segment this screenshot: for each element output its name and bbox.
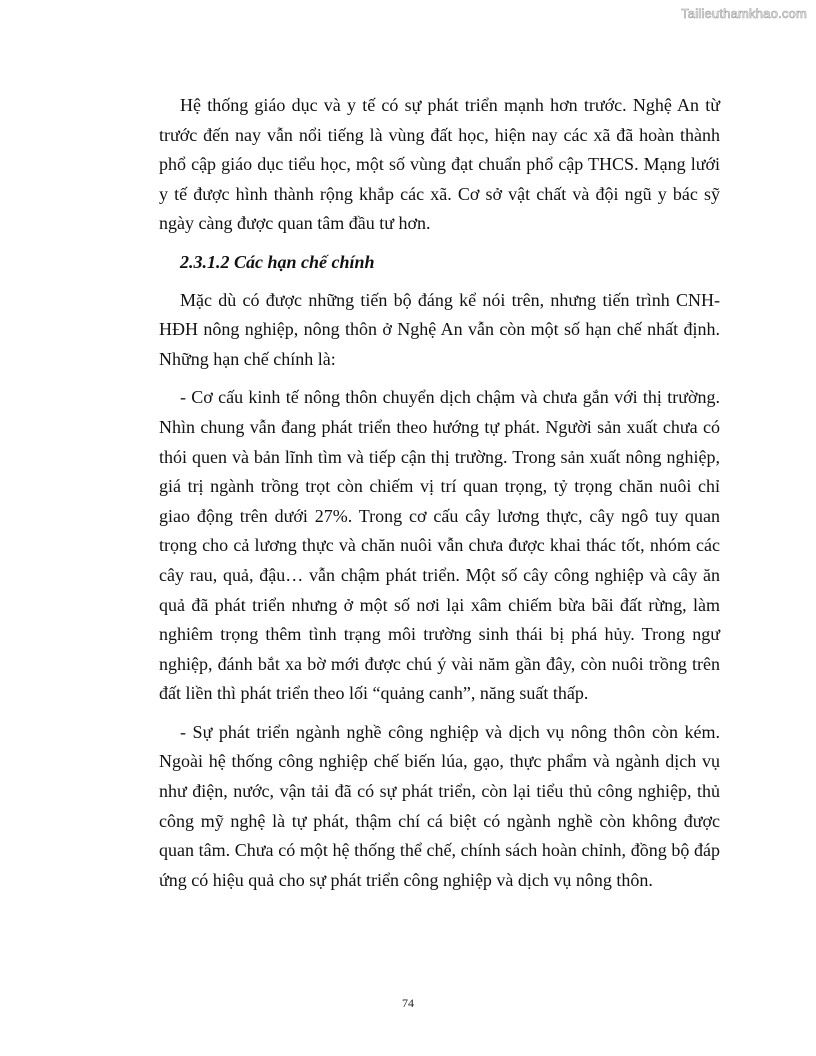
section-heading: 2.3.1.2 Các hạn chế chính [180, 251, 375, 272]
paragraph-education-health: Hệ thống giáo dục và y tế có sự phát triển mạnh hơn trước. Nghệ An từ trước đến nay vẫn nổi tiếng là vùng đất học, hiện nay các xã đã hoàn thành phổ cập giáo dục tiểu học, một số vùng đạt chuẩn phổ cập THCS. Mạng lưới y tế được hình thành rộng khắp các xã. Cơ sở vật chất và đội ngũ y bác sỹ ngày càng được quan tâm đầu tư hơn. [159, 95, 720, 234]
paragraph-industry-services: - Sự phát triển ngành nghề công nghiệp và dịch vụ nông thôn còn kém. Ngoài hệ thống công nghiệp chế biến lúa, gạo, thực phẩm và ngành dịch vụ như điện, nước, vận tải đã có sự phát triển, còn lại tiểu thủ công nghiệp, thủ công mỹ nghệ là tự phát, thậm chí cá biệt có ngành nghề còn không được quan tâm. Chưa có một hệ thống thể chế, chính sách hoàn chỉnh, đồng bộ đáp ứng có hiệu quả cho sự phát triển công nghiệp và dịch vụ nông thôn. [159, 721, 720, 890]
watermark-text: Tailieuthamkhao.com [681, 6, 807, 21]
paragraph-gap [159, 709, 720, 718]
paragraph-limitations-intro: Mặc dù có được những tiến bộ đáng kể nói trên, nhưng tiến trình CNH-HĐH nông nghiệp, nông thôn ở Nghệ An vẫn còn một số hạn chế nhất định. Những hạn chế chính là: [159, 289, 720, 369]
document-body [159, 91, 720, 895]
paragraph-gap [159, 374, 720, 383]
paragraph-economic-structure: - Cơ cấu kinh tế nông thôn chuyển dịch chậm và chưa gắn với thị trường. Nhìn chung vẫn đang phát triển theo hướng tự phát. Người sản xuất chưa có thói quen và bản lĩnh tìm và tiếp cận thị trường. Trong sản xuất nông nghiệp, giá trị ngành trồng trọt còn chiếm vị trí quan trọng, tỷ trọng chăn nuôi chỉ giao động trên dưới 27%. Trong cơ cấu cây lương thực, cây ngô tuy quan trọng cho cả lương thực và chăn nuôi vẫn chưa được khai thác tốt, nhóm các cây rau, quả, đậu… vẫn chậm phát triển. Một số cây công nghiệp và cây ăn quả đã phát triển nhưng ở một số nơi lại xâm chiếm bừa bãi đất rừng, làm nghiêm trọng thêm tình trạng môi trường sinh thái bị phá hủy. Trong ngư nghiệp, đánh bắt xa bờ mới được chú ý vài năm gần đây, còn nuôi trồng trên đất liền thì phát triển theo lối “quảng canh”, năng suất thấp. [159, 387, 720, 704]
page-number: 74 [402, 996, 414, 1010]
